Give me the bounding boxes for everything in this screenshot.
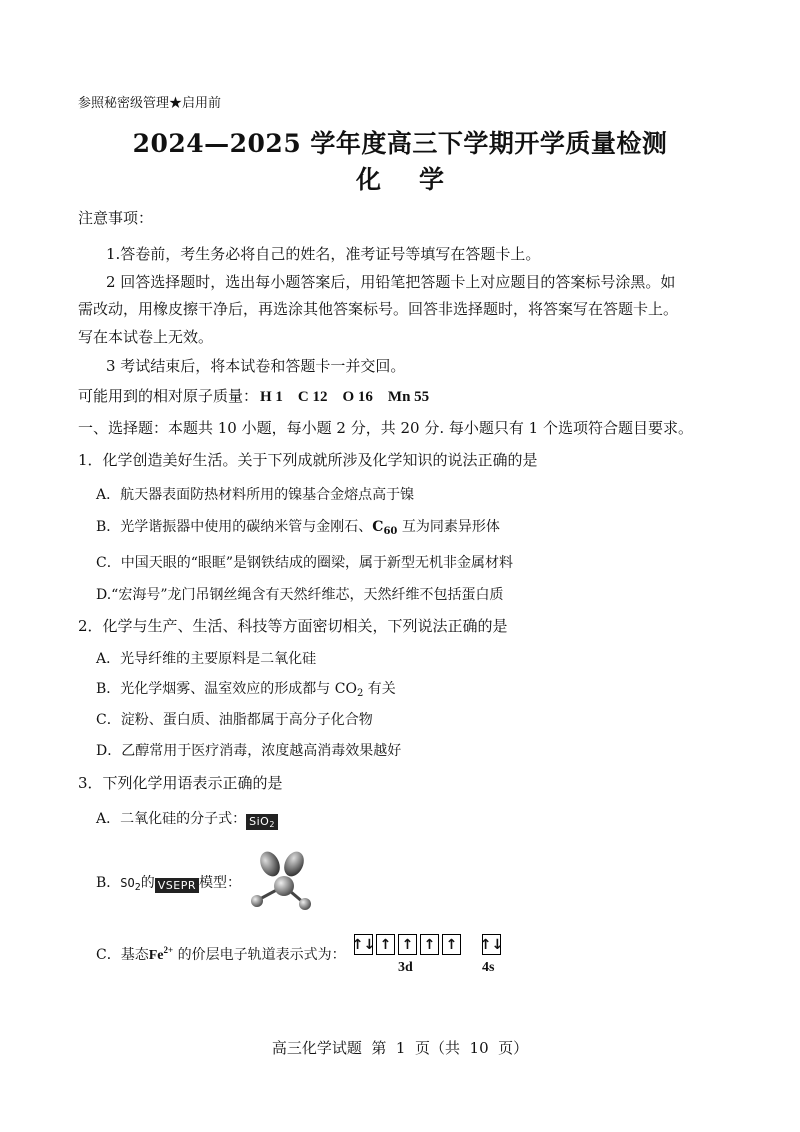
vsepr-label-image: VSEPR — [155, 878, 199, 893]
fe-ion: $Fe^{2+}$ — [148, 945, 174, 963]
note-2-line-2: 需改动，用橡皮擦干净后，再选涂其他答案标号。回答非选择题时，将答案写在答题卡上。 — [78, 300, 679, 318]
q1-option-b — [96, 516, 500, 537]
atomic-mass-line — [78, 385, 429, 406]
orbital-3d-box-4: ↑ — [420, 934, 439, 955]
q3-option-b-mid: 的 — [140, 875, 155, 891]
atomic-mass-label: 可能用到的相对原子质量： — [78, 387, 259, 405]
note-2: 2 回答选择题时，选出每小题答案后，用铅笔把答题卡上对应题目的答案标号涂黑。如 — [106, 273, 676, 291]
section-heading: 一、选择题：本题共 10 小题，每小题 2 分，共 20 分. 每小题只有 1 个选项符合题目要求。 — [78, 419, 693, 437]
orbital-3d-box-2: ↑ — [376, 934, 395, 955]
q2-option-a: A．光导纤维的主要原料是二氧化硅 — [96, 651, 317, 667]
q1-option-d: D.“宏海号”龙门吊钢丝绳含有天然纤维芯，天然纤维不包括蛋白质 — [96, 587, 504, 603]
note-1: 1.答卷前，考生务必将自己的姓名，准考证号等填写在答题卡上。 — [106, 245, 541, 263]
c60-formula: $C_{60}$ — [372, 519, 398, 537]
so2-formula: $SO_2$ — [120, 876, 141, 893]
orbital-3d-box-1: ↑↓ — [354, 934, 373, 955]
q3-option-c — [96, 944, 346, 964]
q3-option-a-text: A．二氧化硅的分子式： — [96, 811, 247, 827]
q2-option-b-tail: 有关 — [363, 681, 396, 697]
q3-option-a — [96, 808, 278, 830]
q1-stem: 1．化学创造美好生活。关于下列成就所涉及化学知识的说法正确的是 — [78, 451, 538, 469]
subject-title: 化学 — [355, 165, 482, 194]
q3-option-c-label: C．基态 — [96, 947, 149, 963]
q1-option-c: C．中国天眼的“眼眶”是钢铁结成的圈梁，属于新型无机非金属材料 — [96, 555, 514, 571]
page-footer: 高三化学试题 第 1 页（共 10 页） — [271, 1039, 529, 1057]
orbital-4s-label: 4s — [482, 960, 495, 975]
orbital-3d-box-3: ↑ — [398, 934, 417, 955]
vsepr-model-image — [246, 848, 316, 918]
q2-stem: 2．化学与生产、生活、科技等方面密切相关，下列说法正确的是 — [78, 617, 508, 635]
q3-stem: 3．下列化学用语表示正确的是 — [78, 774, 283, 792]
q3-option-b — [96, 872, 241, 893]
q2-option-d: D．乙醇常用于医疗消毒，浓度越高消毒效果越好 — [96, 743, 402, 759]
q3-option-b-label: B． — [96, 875, 121, 891]
note-2-line-3: 写在本试卷上无效。 — [78, 328, 214, 346]
co2-subscript: 2 — [356, 688, 364, 699]
q1-option-b-tail: 互为同素异形体 — [397, 519, 500, 535]
confidentiality-note: 参照秘密级管理★启用前 — [78, 96, 222, 111]
orbital-3d-label: 3d — [398, 960, 413, 975]
q3-option-c-tail: 的价层电子轨道表示式为： — [173, 947, 346, 963]
notes-heading: 注意事项： — [78, 209, 154, 227]
q3-option-b-tail: 模型： — [199, 875, 242, 891]
atomic-mass-values: H 1 C 12 O 16 Mn 55 — [260, 389, 430, 405]
q2-option-b — [96, 678, 396, 699]
orbital-3d-box-5: ↑ — [442, 934, 461, 955]
q1-option-a: A．航天器表面防热材料所用的镍基合金熔点高于镍 — [96, 487, 415, 503]
sio2-formula-image: SiO2 — [246, 814, 278, 830]
q2-option-c: C．淀粉、蛋白质、油脂都属于高分子化合物 — [96, 712, 373, 728]
exam-title: 2024—2025 学年度高三下学期开学质量检测 — [132, 129, 668, 158]
q2-option-b-text: B．光化学烟雾、温室效应的形成都与 CO — [96, 681, 357, 697]
orbital-4s-box: ↑↓ — [482, 934, 501, 955]
q1-option-b-text: B．光学谐振器中使用的碳纳米管与金刚石、 — [96, 519, 373, 535]
note-3: 3 考试结束后，将本试卷和答题卡一并交回。 — [106, 357, 406, 375]
